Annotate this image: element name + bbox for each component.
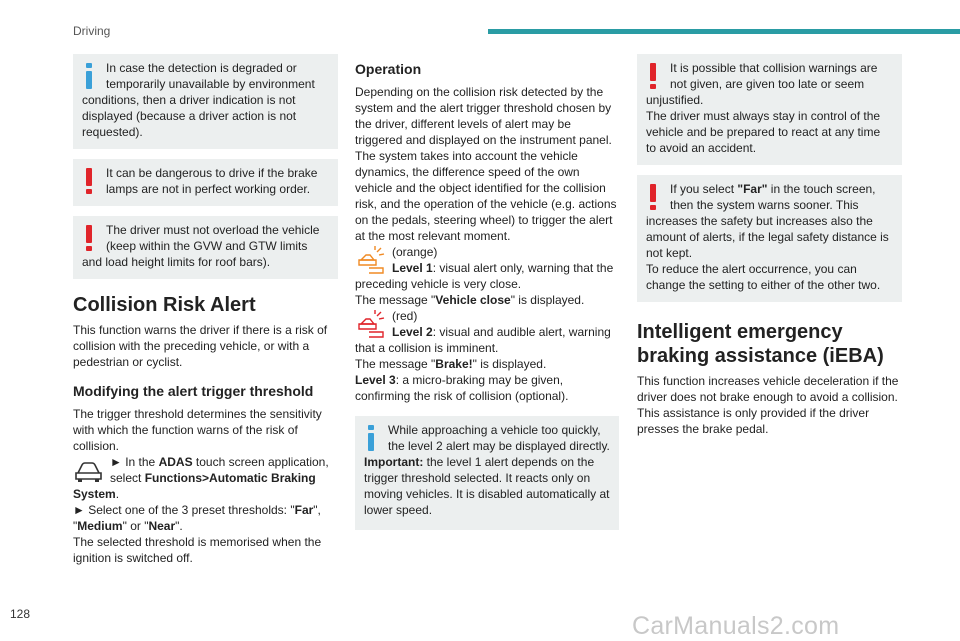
- column-middle: [355, 54, 619, 540]
- menu-path: Functions>Automatic Braking System: [73, 471, 316, 501]
- warning-note-overload: [73, 216, 338, 279]
- separator: ", ": [73, 503, 321, 533]
- adas-label: ADAS: [158, 455, 193, 469]
- warning-icon: [646, 184, 661, 210]
- intro-paragraph: This function warns the driver if there is a risk of collision with the preceding vehicle, or with a pedestrian or cyclist.: [73, 323, 328, 369]
- operation-heading: Operation: [355, 61, 422, 77]
- step2-end: ".: [175, 519, 183, 533]
- level1-label: Level 1: [392, 261, 433, 275]
- level3-label: Level 3: [355, 373, 396, 387]
- warning-note-text: It is possible that collision warnings are not given, are given too late or seem unjustified.: [646, 61, 878, 107]
- step1-prefix: ► In the: [110, 455, 159, 469]
- msg-vehicle-close: Vehicle close: [435, 293, 511, 307]
- info-note: [73, 54, 338, 149]
- msg1-prefix: The message ": [355, 293, 436, 307]
- memorised-note: The selected threshold is memorised when the ignition is switched off.: [73, 535, 322, 565]
- iEBA-body-2: This assistance is only provided if the driver presses the brake pedal.: [637, 406, 870, 436]
- orange-label: (orange): [392, 245, 438, 259]
- step2-prefix: ► Select one of the 3 preset thresholds: ": [73, 503, 295, 517]
- warning-icon: [646, 63, 661, 89]
- warning-note-text: The driver must not overload the vehicle (keep within the GVW and GTW limits and load height limits for roof bars).: [82, 223, 320, 269]
- level1-text: : visual alert only, warning that the preceding vehicle is very close.: [355, 261, 614, 291]
- level2-label: Level 2: [392, 325, 433, 339]
- info-note-text: In case the detection is degraded or temporarily unavailable by environment conditions, then a driver indication is not displayed (because a driver action is not requested).: [82, 61, 315, 139]
- option-far: "Far": [737, 182, 768, 196]
- page-number: 128: [10, 607, 31, 621]
- warning-note-far: [637, 175, 902, 302]
- header-accent-bar: [488, 29, 960, 34]
- important-label: Important:: [364, 455, 424, 469]
- info-note-approach: [355, 416, 619, 530]
- threshold-intro: The trigger threshold determines the sensitivity with which the function warns of the risk of collision.: [73, 407, 322, 453]
- msg2-suffix: " is displayed.: [472, 357, 547, 371]
- column-right: [637, 54, 902, 437]
- msg-brake: Brake!: [435, 357, 473, 371]
- option-near: Near: [148, 519, 176, 533]
- warning-note-collision: [637, 54, 902, 165]
- iEBA-heading: Intelligent emergency braking assistance (iEBA): [637, 321, 884, 367]
- car-outline-icon: [73, 456, 104, 484]
- info-note-text: While approaching a vehicle too quickly, the level 2 alert may be displayed directly.: [388, 423, 610, 453]
- warning-note-text: It can be dangerous to drive if the brake lamps are not in perfect working order.: [106, 166, 318, 196]
- info-icon: [82, 63, 97, 89]
- info-icon: [364, 425, 379, 451]
- collision-alert-orange-icon: [355, 246, 386, 274]
- level3-text: : a micro-braking may be given, confirming the risk of collision (optional).: [355, 373, 569, 403]
- step-adas: [73, 454, 338, 502]
- step1-end: .: [115, 487, 120, 501]
- msg1-suffix: " is displayed.: [510, 293, 585, 307]
- section-heading: Collision Risk Alert: [73, 294, 256, 316]
- separator: " or ": [122, 519, 149, 533]
- step-select-threshold: [73, 502, 338, 534]
- warning-note-brake-lamps: [73, 159, 338, 206]
- step1-mid: touch screen application, select: [110, 455, 329, 485]
- operation-body: Depending on the collision risk detected by the system and the alert trigger threshold chosen by the driver, different levels of alert may be triggered and displayed on the instrument panel. The system takes into account the vehicle dynamics, the difference speed of the own vehicle and the object identified for the collision risk, and the operation of the vehicle (e.g. actions on the pedals, steering wheel) to trigger the alert at the most relevant moment.: [355, 85, 617, 243]
- red-label: (red): [392, 309, 418, 323]
- alert-level-1: [355, 244, 619, 308]
- warn2-text: in the touch screen, then the system warns sooner. This increases the safety but increases also the amount of alerts, if the legal safety distance is not kept.: [646, 182, 889, 260]
- subsection-heading: Modifying the alert trigger threshold: [73, 383, 314, 399]
- watermark: CarManuals2.com: [632, 612, 840, 640]
- iEBA-body-1: This function increases vehicle deceleration if the driver does not brake enough to avoid a collision.: [637, 374, 899, 404]
- column-left: [73, 54, 338, 566]
- warn2-prefix: If you select: [670, 182, 738, 196]
- collision-alert-red-icon: [355, 310, 386, 338]
- warning-note-text-2: To reduce the alert occurrence, you can change the setting to either of the other two.: [646, 262, 881, 292]
- warning-icon: [82, 225, 97, 251]
- important-text: the level 1 alert depends on the trigger threshold selected. It reacts only on moving vehicles. It is disabled automatically at lower speed.: [364, 455, 610, 517]
- alert-level-2: [355, 308, 619, 372]
- option-medium: Medium: [77, 519, 123, 533]
- alert-level-3: [355, 372, 619, 404]
- section-title: Driving: [73, 24, 111, 38]
- msg2-prefix: The message ": [355, 357, 436, 371]
- level2-text: : visual and audible alert, warning that a collision is imminent.: [355, 325, 611, 355]
- warning-icon: [82, 168, 97, 194]
- option-far: Far: [294, 503, 314, 517]
- warning-note-text-2: The driver must always stay in control of the vehicle and be prepared to react at any time to avoid an accident.: [646, 109, 881, 155]
